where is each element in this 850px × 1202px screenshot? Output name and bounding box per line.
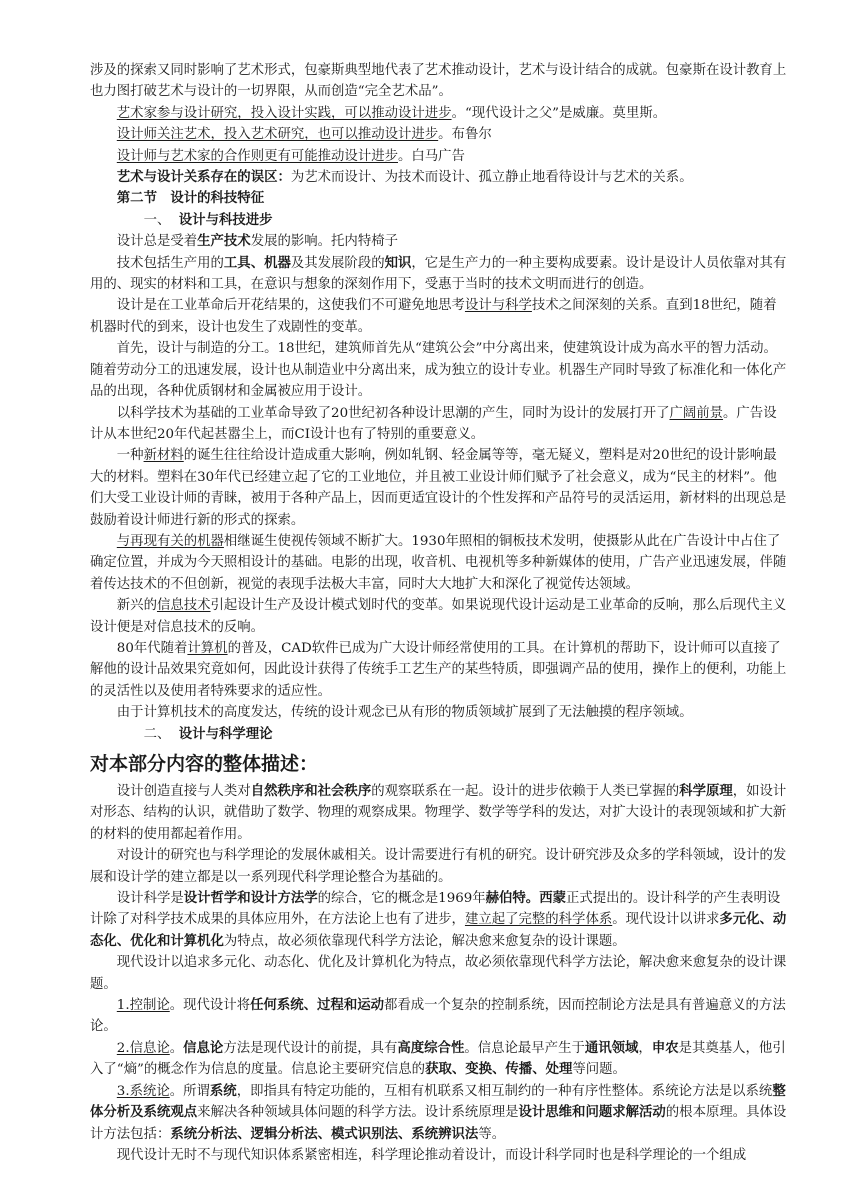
text: 对设计的研究也与科学理论的发展休戚相关。设计需要进行有机的研究。设计研究涉及众多的学科领域，设计的发展和设计学的建立都是以一系列现代科学理论整合为基础的。 (90, 848, 787, 885)
paragraph-natural-order (90, 781, 788, 845)
bold-text: 获取、变换、传播、处理 (425, 1061, 573, 1078)
text: 现代设计无时不与现代知识体系紧密相连，科学理论推动着设计，而设计科学同时也是科学理论的一个组成 (116, 1147, 747, 1163)
subsection-number: 一、 (143, 212, 171, 228)
text: 都看成一个复杂的控制系统，因而控制论方法是具有普遍意义的方法论。 (90, 998, 786, 1035)
bold-text: 艺术与设计关系存在的误区： (116, 169, 291, 186)
text: 。现代设计以讲求 (612, 912, 720, 928)
paragraph-designer-art (90, 124, 788, 145)
paragraph-program-domain (90, 702, 788, 723)
underlined-text: 设计师关注艺术，投入艺术研究，也可以推动设计进步 (116, 127, 439, 143)
underlined-text: 设计师与艺术家的合作则更有可能推动设计进步 (116, 148, 398, 164)
bold-text: 系统 (209, 1082, 237, 1099)
paragraph-artist-participation (90, 103, 788, 124)
subsection-heading-1 (90, 210, 788, 231)
text: 技术包括生产用的 (116, 255, 224, 271)
paragraph-misconceptions (90, 167, 788, 188)
text: 引起设计生产及设计模式划时代的变革。如果说现代设计运动是工业革命的反响，那么后现代主义设计便是对信息技术的反响。 (90, 598, 787, 635)
text: 。“现代设计之父”是威廉。莫里斯。 (451, 105, 667, 121)
paragraph-design-science (90, 888, 788, 952)
paragraph-technology-definition (90, 253, 788, 296)
text: 80年代随着 (116, 640, 188, 656)
text: 的观察联系在一起。设计的进步依赖于人类已掌握的 (371, 784, 680, 799)
text: 的综合，它的概念是1969年 (317, 891, 486, 907)
text: ， (638, 1040, 652, 1056)
bold-text: 任何系统、过程和运动 (250, 997, 384, 1014)
text: 设计创造直接与人类对 (116, 784, 251, 799)
underlined-text: 1.控制论 (116, 998, 170, 1014)
bold-text: 设计思维和问题求解活动 (518, 1104, 666, 1121)
subsection-heading-2 (90, 724, 788, 745)
text: 设计科学是 (116, 891, 184, 907)
text: 新兴的 (116, 598, 157, 614)
section-title: 第二节 设计的科技特征 (116, 190, 265, 207)
bold-text: 设计哲学和设计方法学 (183, 890, 318, 907)
text: 技术之间深刻的关系。直到18世纪，随着机器时代的到来，设计也发生了戏剧性的变革。 (90, 298, 777, 335)
text: 等问题。 (572, 1062, 626, 1078)
bold-text: 申农 (651, 1039, 679, 1056)
text: ，如设计对形态、结构的认识，就借助了数学、物理的观察成果。物理学、数学等学科的发达，对扩大设计的表现领域和扩大新的材料的使用都起着作用。 (90, 784, 787, 842)
text: 方法是现代设计的前提，具有 (223, 1040, 398, 1056)
text: 是其奠基人，他引入了“熵”的概念作为信息的度量。信息论主要研究信息的 (90, 1040, 786, 1078)
text: 由于计算机技术的高度发达，传统的设计观念已从有形的物质领域扩展到了无法触摸的程序领域。 (116, 705, 693, 721)
text: 以科学技术为基础的工业革命导致了20世纪初各种设计思潮的产生，同时为设计的发展打开了 (116, 405, 670, 421)
text: 的诞生往往给设计造成重大影响，例如轧钢、轻金属等等，毫无疑义，塑料是对20世纪的设计影响最大的材料。塑料在30年代已经建立起了它的工业地位，并且被工业设计师们赋予了社会意义，成为“民主的材料”。他们大受工业设计师的青睐，被用于各种产品上，因而更适宜设计的个性发挥和产品符号的灵活运用，新材料的出现总是鼓励着设计师进行新的形式的探索。 (90, 448, 787, 528)
underlined-text: 建立起了完整的科学体系 (464, 912, 613, 928)
text: 现代设计以追求多元化、动态化、优化及计算机化为特点，故必须依靠现代科学方法论，解决愈来愈复杂的设计课题。 (90, 955, 787, 992)
text: 。 (169, 1040, 184, 1056)
paragraph-science-based (90, 403, 788, 446)
bold-text: 多元化、动态化、优化和计算机化 (90, 911, 787, 949)
paragraph-modern-design (90, 952, 788, 995)
bold-text: 高度综合性 (397, 1039, 465, 1056)
text: 。所谓 (169, 1083, 210, 1099)
text: 。广告设计从本世纪20年代起甚嚣尘上，而CI设计也有了特别的重要意义。 (90, 405, 777, 442)
bold-text: 赫伯特。西蒙 (485, 890, 566, 907)
bold-text: 整体分析及系统观点 (90, 1082, 786, 1121)
text: ，即指具有特定功能的，互相有机联系又相互制约的一种有序性整体。系统论方法是以系统 (236, 1083, 773, 1099)
text: ，它是生产力的一种主要构成要素。设计是设计人员依靠对其有用的、现实的材料和工具，在意识与想象的深刻作用下，受惠于当时的技术文明而进行的创造。 (90, 255, 787, 293)
underlined-text: 计算机 (187, 640, 228, 656)
text: 的普及，CAD软件已成为广大设计师经常使用的工具。在计算机的帮助下，设计师可以直接了解他的设计品效果究竟如何，因此设计获得了传统手工艺生产的某些特质，即强调产品的使用，操作上的便利，功能上的灵活性以及使用者特殊要求的适应性。 (90, 640, 787, 699)
bold-text: 科学原理 (679, 783, 733, 799)
text: 。布鲁尔 (438, 127, 492, 143)
bold-text: 自然秩序和社会秩序 (250, 783, 372, 799)
heading-text: 对本部分内容的整体描述： (90, 753, 319, 775)
overview-heading (90, 749, 788, 779)
underlined-text: 广阔前景 (669, 405, 724, 421)
bold-text: 知识 (384, 254, 412, 271)
underlined-text: 艺术家参与设计研究，投入设计实践，可以推动设计进步 (116, 105, 452, 121)
paragraph-new-materials (90, 445, 788, 531)
text: 及其发展阶段的 (290, 255, 385, 271)
paragraph-production-tech (90, 231, 788, 252)
subsection-title: 设计与科技进步 (178, 211, 273, 228)
paragraph-cybernetics (90, 995, 788, 1038)
text: 。白马广告 (398, 148, 465, 164)
text: 相继诞生使视传领域不断扩大。1930年照相的铜板技术发明，使摄影从此在广告设计中占住了确定位置，并成为今天照相设计的基础。电影的出现，收音机、电视机等多种新媒体的使用，广告产业迅速发展，伴随着传达技术的不但创新，视觉的表现手法极大丰富，同时大大地扩大和深化了视觉传达领域。 (90, 533, 787, 592)
text: 为特点，故必须依靠现代科学方法论，解决愈来愈复杂的设计课题。 (223, 933, 626, 949)
underlined-text: 信息技术 (156, 598, 211, 614)
text: 正式提出的。设计科学的产生表明设计除了对科学技术成果的具体应用外，在方法论上也有了进步， (90, 891, 781, 928)
text: 一种 (116, 448, 144, 464)
section-heading (90, 188, 788, 209)
text: 。现代设计将 (169, 998, 251, 1014)
paragraph-division-of-labor (90, 338, 788, 402)
text: 发展的影响。托内特椅子 (250, 234, 398, 250)
paragraph-computer (90, 638, 788, 702)
bold-text: 生产技术 (197, 233, 251, 250)
text: 首先，设计与制造的分工。18世纪，建筑师首先从“建筑公会”中分离出来，使建筑设计成为高水平的智力活动。随着劳动分工的迅速发展，设计也从制造业中分离出来，成为独立的设计专业。机器生产同时导致了标准化和一体化产品的出现，各种优质钢材和金属被应用于设计。 (90, 341, 787, 400)
bold-text: 信息论 (183, 1039, 224, 1056)
paragraph-bauhaus (90, 60, 788, 103)
bold-text: 通讯领域 (584, 1039, 639, 1056)
bold-text: 系统分析法、逻辑分析法、模式识别法、系统辨识法 (170, 1125, 479, 1142)
paragraph-systems-theory (90, 1081, 788, 1145)
paragraph-information-tech (90, 595, 788, 638)
paragraph-cooperation (90, 146, 788, 167)
text: 。信息论最早产生于 (464, 1040, 585, 1056)
text: 等。 (478, 1126, 506, 1142)
text: 涉及的探索又同时影响了艺术形式，包豪斯典型地代表了艺术推动设计，艺术与设计结合的成就。包豪斯在设计教育上也力图打破艺术与设计的一切界限，从而创造“完全艺术品”。 (90, 63, 787, 100)
paragraph-information-theory (90, 1038, 788, 1081)
paragraph-design-research (90, 845, 788, 888)
paragraph-knowledge-system (90, 1145, 788, 1166)
underlined-text: 2.信息论 (116, 1040, 170, 1056)
text: 设计是在工业革命后开花结果的，这使我们不可避免地思考 (116, 298, 465, 314)
text: 设计总是受着 (116, 234, 198, 250)
underlined-text: 新材料 (143, 448, 184, 464)
underlined-text: 与再现有关的机器 (116, 533, 224, 549)
text: 的根本原理。具体设计方法包括： (90, 1105, 787, 1142)
subsection-number: 二、 (143, 726, 171, 742)
subsection-title: 设计与科学理论 (178, 725, 273, 742)
bold-text: 工具、机器 (223, 254, 291, 271)
paragraph-reproduction-machines (90, 531, 788, 595)
text: 来解决各种领域具体问题的科学方法。设计系统原理是 (197, 1105, 519, 1121)
paragraph-industrial-revolution (90, 295, 788, 338)
text: 为艺术而设计、为技术而设计、孤立静止地看待设计与艺术的关系。 (290, 170, 693, 186)
underlined-text: 设计与科学 (464, 298, 532, 314)
underlined-text: 3.系统论 (116, 1083, 170, 1099)
